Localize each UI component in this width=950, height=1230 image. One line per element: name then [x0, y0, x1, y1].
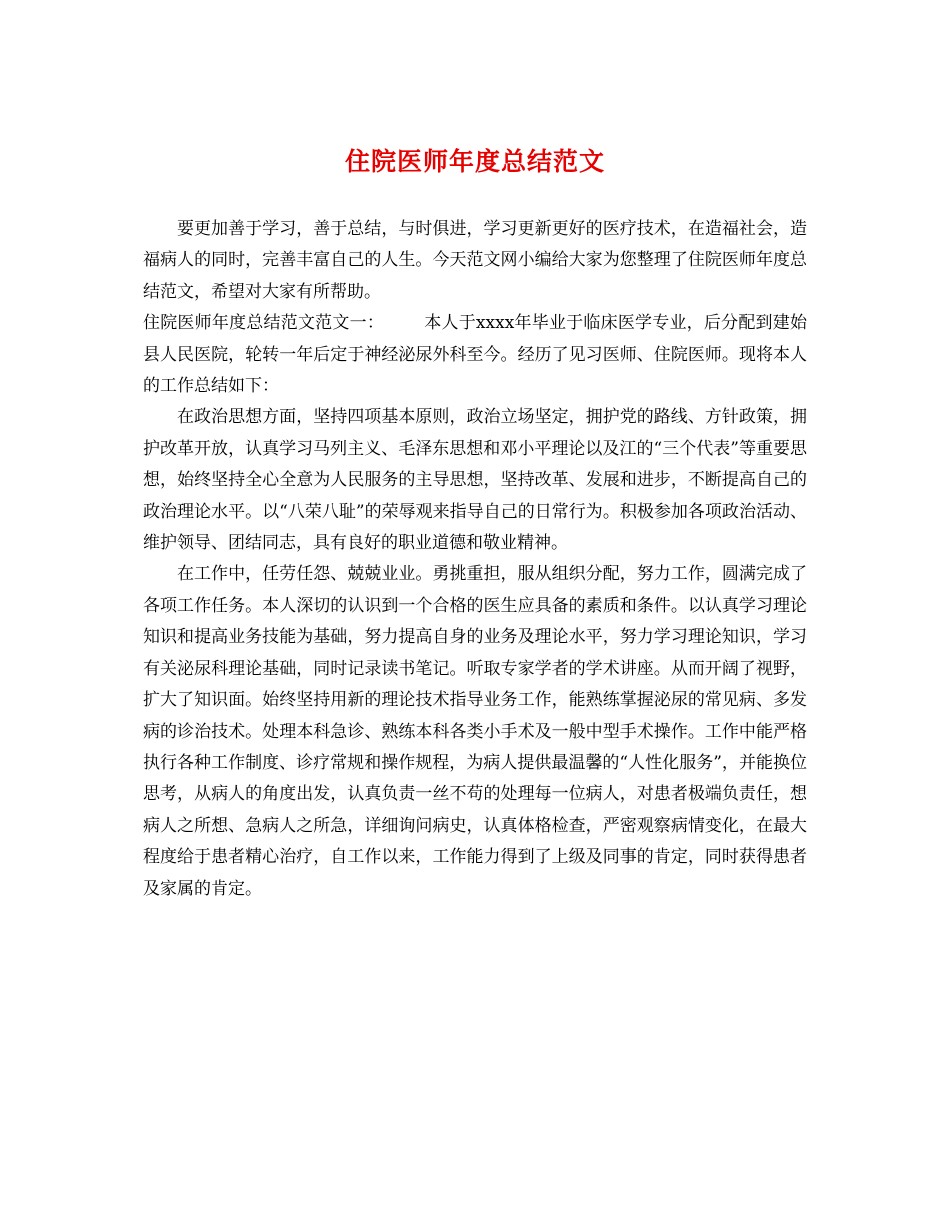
work-paragraph: 在工作中，任劳任怨、兢兢业业。勇挑重担，服从组织分配，努力工作，圆满完成了各项工作任务。本人深切的认识到一个合格的医生应具备的素质和条件。以认真学习理论知识和提高业务技能为基础，努力提高自身的业务及理论水平，努力学习理论知识，学习有关泌尿科理论基础，同时记录读书笔记。听取专家学者的学术讲座。从而开阔了视野，扩大了知识面。始终坚持用新的理论技术指导业务工作，能熟练掌握泌尿的常见病、多发病的诊治技术。处理本科急诊、熟练本科各类小手术及一般中型手术操作。工作中能严格执行各种工作制度、诊疗常规和操作规程，为病人提供最温馨的“人性化服务”，并能换位思考，从病人的角度出发，认真负责一丝不苟的处理每一位病人，对患者极端负责任，想病人之所想、急病人之所急，详细询问病史，认真体格检查，严密观察病情变化，在最大程度给于患者精心治疗，自工作以来，工作能力得到了上级及同事的肯定，同时获得患者及家属的肯定。 — [143, 564, 807, 899]
section-paragraph — [143, 308, 807, 402]
section-label: 住院医师年度总结范文范文一： — [143, 313, 385, 334]
document-page — [143, 0, 807, 905]
document-body — [143, 214, 807, 905]
section-text: 本人于xxxx年毕业于临床医学专业，后分配到建始县人民医院，轮转一年后定于神经泌尿外科至今。经历了见习医师、住院医师。现将本人的工作总结如下： — [143, 313, 807, 397]
intro-paragraph: 要更加善于学习，善于总结，与时俱进，学习更新更好的医疗技术，在造福社会，造福病人的同时，完善丰富自己的人生。今天范文网小编给大家为您整理了住院医师年度总结范文，希望对大家有所帮助。 — [143, 219, 807, 302]
document-title: 住院医师年度总结范文 — [344, 147, 605, 176]
politics-paragraph: 在政治思想方面，坚持四项基本原则，政治立场坚定，拥护党的路线、方针政策，拥护改革开放，认真学习马列主义、毛泽东思想和邓小平理论以及江的“三个代表”等重要思想，始终坚持全心全意为人民服务的主导思想，坚持改革、发展和进步，不断提高自己的政治理论水平。以“八荣八耻”的荣辱观来指导自己的日常行为。积极参加各项政治活动、维护领导、团结同志，具有良好的职业道德和敬业精神。 — [143, 407, 807, 554]
